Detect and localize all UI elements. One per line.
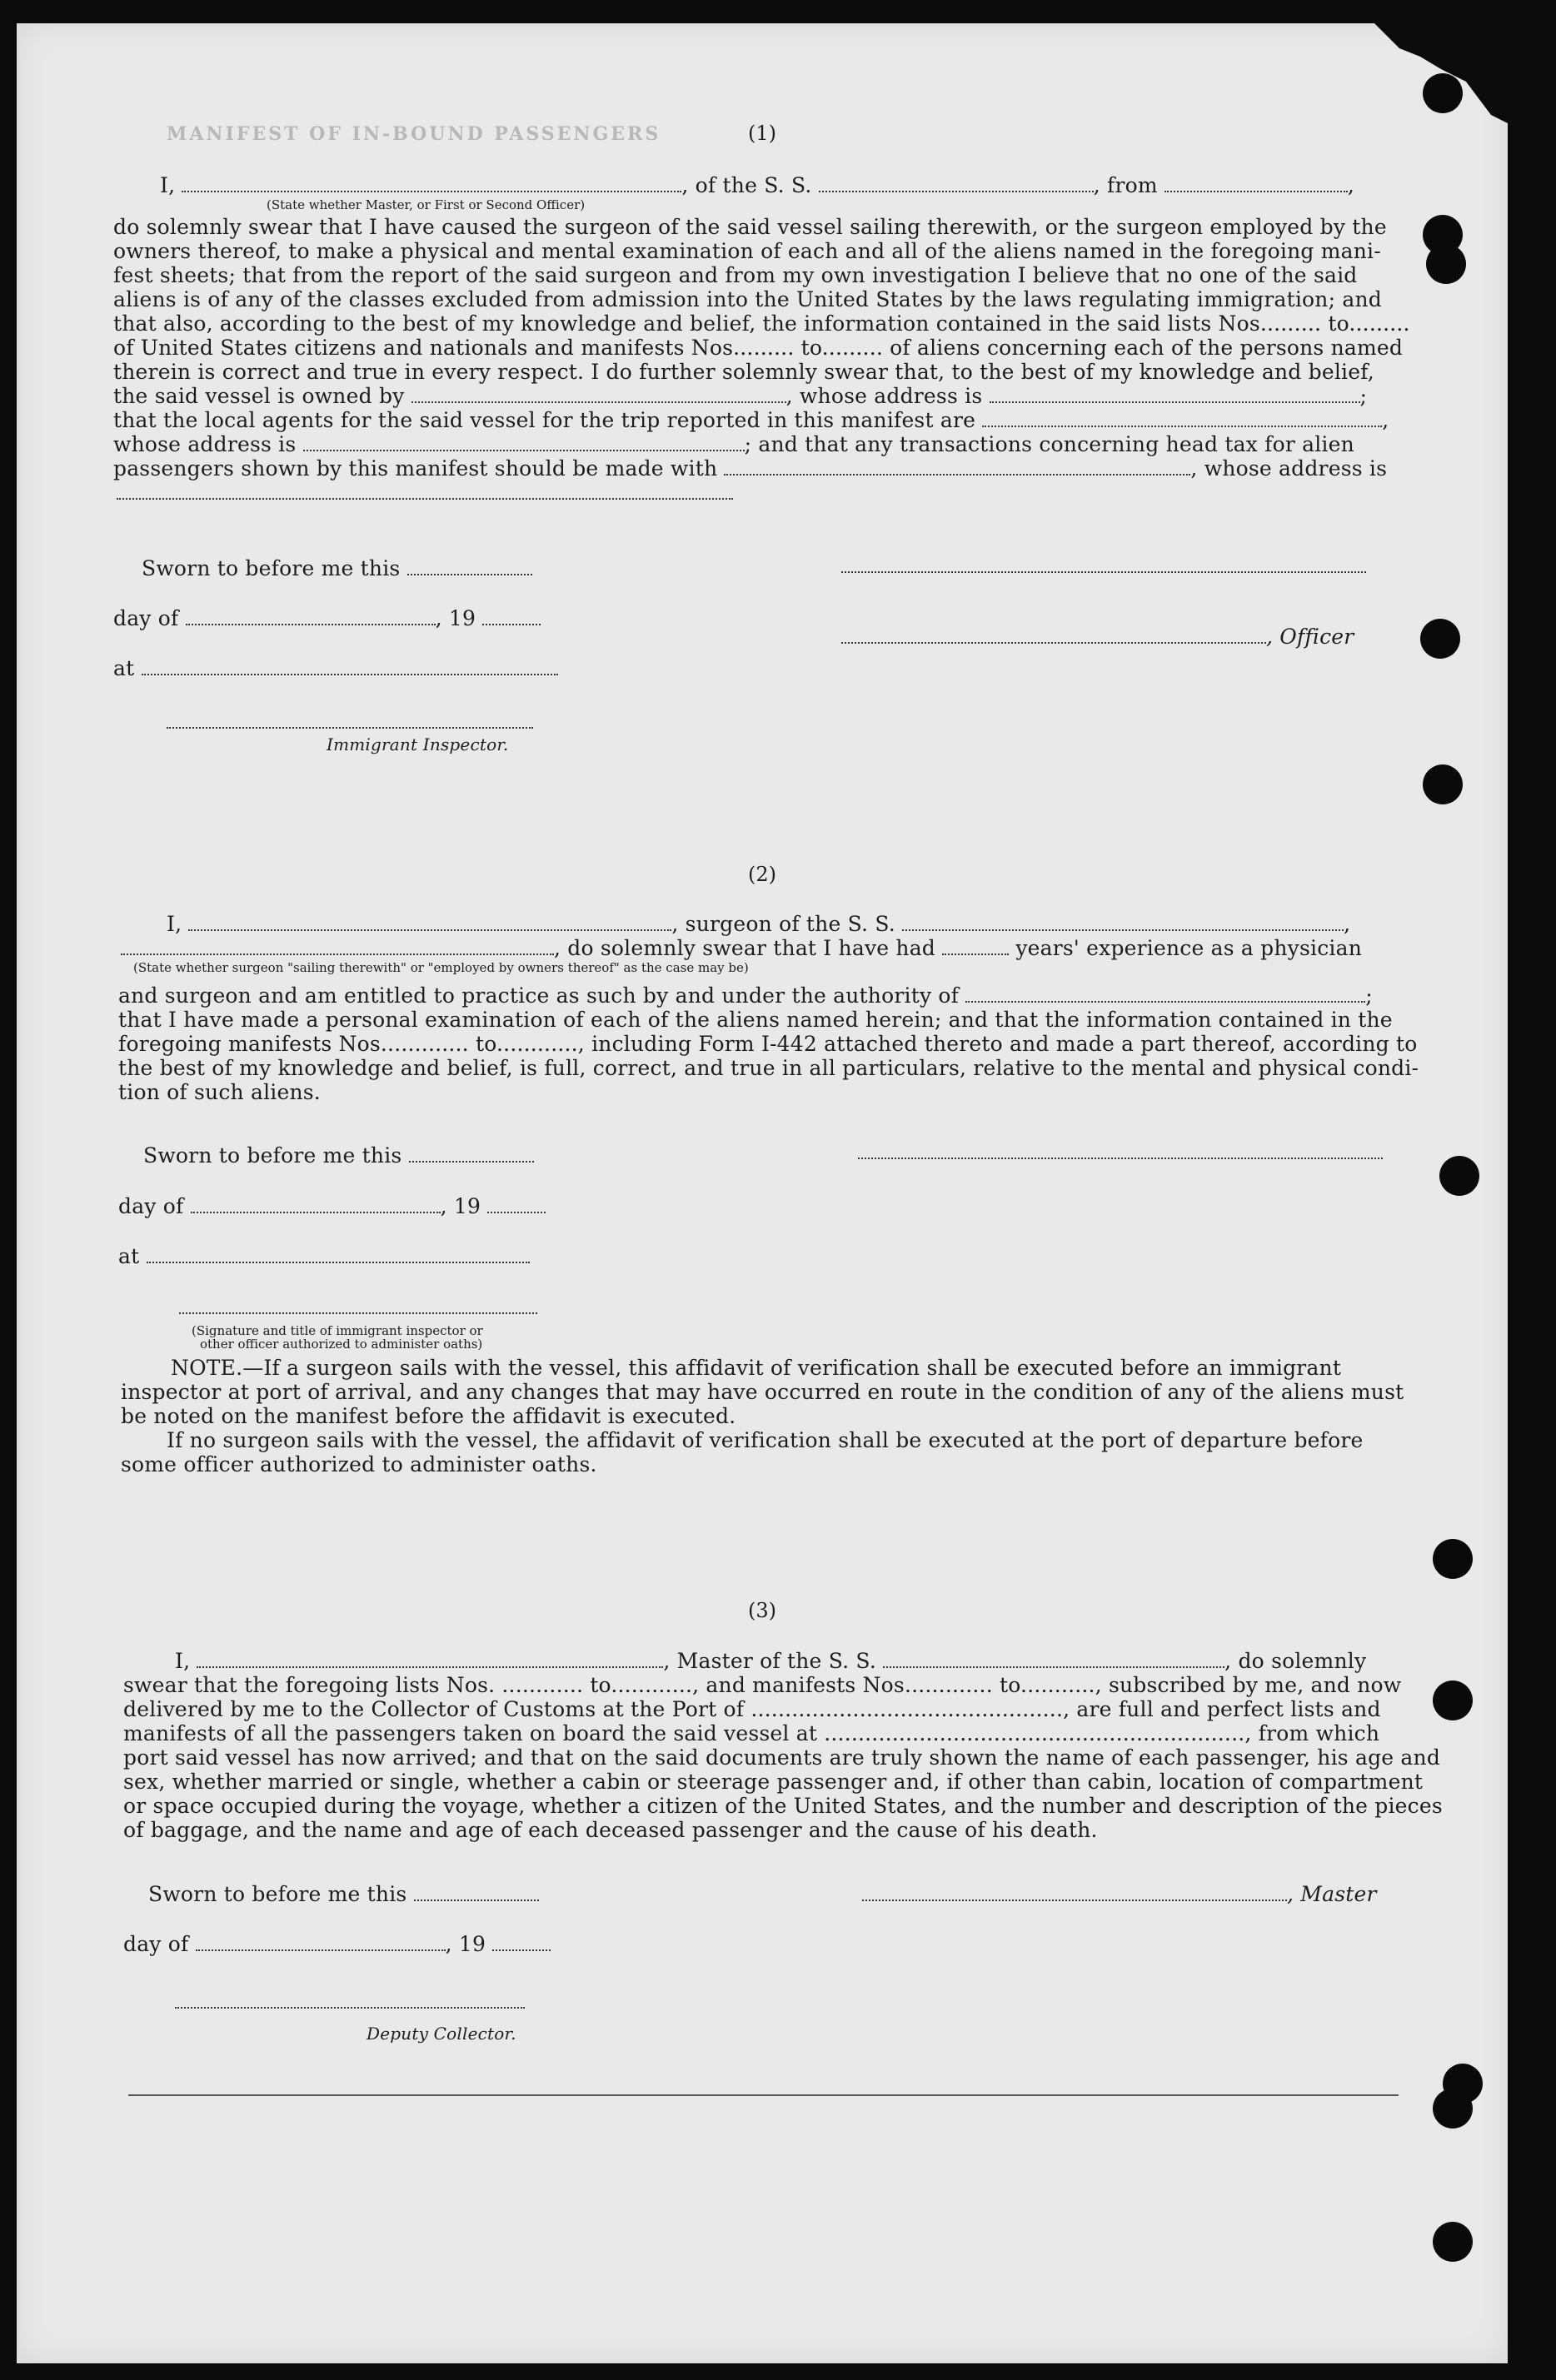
surgeon-line: I, , surgeon of the S. S. , bbox=[167, 912, 1351, 936]
inspector-signature bbox=[179, 1312, 537, 1314]
punch-hole bbox=[1433, 1680, 1473, 1720]
body-line: owners thereof, to make a physical and mental examination of each and all of the aliens named in the foregoing mani- bbox=[113, 239, 1381, 263]
signature-field bbox=[858, 1158, 1383, 1159]
note-line: If no surgeon sails with the vessel, the affidavit of verification shall be executed at the port of departure before bbox=[167, 1428, 1364, 1452]
section-number: (3) bbox=[748, 1599, 776, 1622]
note-line: inspector at port of arrival, and any changes that may have occurred en route in the condition of any of the aliens must bbox=[121, 1380, 1404, 1404]
body-line: do solemnly swear that I have caused the surgeon of the said vessel sailing therewith, or the surgeon employed by the bbox=[113, 215, 1387, 239]
punch-hole bbox=[1433, 2222, 1473, 2262]
signature-field bbox=[841, 571, 1366, 573]
day-line: day of , 19 bbox=[123, 1932, 551, 1956]
agents-line: that the local agents for the said vessel for the trip reported in this manifest are , bbox=[113, 408, 1389, 432]
punch-hole bbox=[1423, 73, 1463, 113]
torn-corner bbox=[1341, 23, 1508, 123]
body-line: that I have made a personal examination of each of the aliens named herein; and that the information contained in the bbox=[118, 1008, 1393, 1032]
punch-hole bbox=[1439, 1156, 1479, 1196]
body-line: tion of such aliens. bbox=[118, 1080, 321, 1104]
note-line: NOTE.—If a surgeon sails with the vessel, this affidavit of verification shall be executed before an immigrant bbox=[171, 1356, 1342, 1380]
address-field bbox=[117, 498, 733, 500]
punch-hole bbox=[1433, 2089, 1473, 2129]
sworn-line: Sworn to before me this bbox=[143, 1143, 534, 1168]
document-page bbox=[17, 23, 1508, 2363]
note-line: be noted on the manifest before the affidavit is executed. bbox=[121, 1404, 736, 1428]
master-line: I, , Master of the S. S. , do solemnly bbox=[175, 1649, 1367, 1673]
sworn-line: Sworn to before me this bbox=[148, 1882, 539, 1906]
body-line: manifests of all the passengers taken on board the said vessel at .............................................................., from which bbox=[123, 1721, 1380, 1745]
authority-line: and surgeon and am entitled to practice as such by and under the authority of ; bbox=[118, 983, 1373, 1008]
field-caption: (State whether surgeon "sailing therewith" or "employed by owners thereof" as the case may be) bbox=[133, 960, 749, 975]
body-line: aliens is of any of the classes excluded from admission into the United States by the laws regulating immigration; and bbox=[113, 287, 1382, 311]
divider bbox=[128, 2094, 1399, 2096]
inspector-caption: Immigrant Inspector. bbox=[327, 734, 509, 754]
collector-signature bbox=[175, 2007, 525, 2009]
at-line: at bbox=[118, 1244, 530, 1268]
address-line: whose address is ; and that any transactions concerning head tax for alien bbox=[113, 432, 1354, 456]
affiant-line: I, , of the S. S. , from , bbox=[160, 173, 1355, 197]
inspector-signature bbox=[167, 727, 533, 729]
punch-hole bbox=[1433, 1539, 1473, 1579]
body-line: therein is correct and true in every respect. I do further solemnly swear that, to the best of my knowledge and belief, bbox=[113, 360, 1374, 384]
body-line: sex, whether married or single, whether a cabin or steerage passenger and, if other than cabin, location of compartment bbox=[123, 1770, 1424, 1794]
punch-hole bbox=[1420, 619, 1460, 659]
field-caption: (State whether Master, or First or Second Officer) bbox=[267, 197, 586, 212]
officer-line: , Officer bbox=[841, 625, 1354, 649]
body-line: fest sheets; that from the report of the said surgeon and from my own investigation I believe that no one of the said bbox=[113, 263, 1358, 287]
body-line: foregoing manifests Nos............. to............, including Form I-442 attached thereto and made a part thereof, according to bbox=[118, 1032, 1418, 1056]
day-line: day of , 19 bbox=[118, 1194, 546, 1218]
owner-line: the said vessel is owned by , whose address is ; bbox=[113, 384, 1368, 408]
headtax-line: passengers shown by this manifest should be made with , whose address is bbox=[113, 456, 1388, 480]
master-signature-line: , Master bbox=[862, 1882, 1377, 1906]
punch-hole bbox=[1423, 764, 1463, 804]
experience-line: , do solemnly swear that I have had years' experience as a physician bbox=[121, 936, 1362, 960]
body-line: the best of my knowledge and belief, is full, correct, and true in all particulars, relative to the mental and physical condi- bbox=[118, 1056, 1419, 1080]
sworn-line: Sworn to before me this bbox=[142, 556, 532, 580]
day-line: day of , 19 bbox=[113, 606, 541, 630]
note-line: some officer authorized to administer oaths. bbox=[121, 1452, 597, 1476]
field-caption: (Signature and title of immigrant inspector or bbox=[192, 1323, 483, 1338]
at-line: at bbox=[113, 656, 558, 680]
body-line: port said vessel has now arrived; and that on the said documents are truly shown the name of each passenger, his age and bbox=[123, 1745, 1441, 1770]
collector-caption: Deputy Collector. bbox=[367, 2024, 516, 2044]
bleed-through: MANIFEST OF IN-BOUND PASSENGERS bbox=[167, 123, 661, 145]
punch-hole bbox=[1426, 244, 1466, 284]
body-line: delivered by me to the Collector of Customs at the Port of .............................................., are full and perfect lists and bbox=[123, 1697, 1381, 1721]
body-line: or space occupied during the voyage, whether a citizen of the United States, and the number and description of the pieces bbox=[123, 1794, 1443, 1818]
body-line: that also, according to the best of my knowledge and belief, the information contained in the said lists Nos......... to......... bbox=[113, 311, 1410, 336]
body-line: of baggage, and the name and age of each deceased passenger and the cause of his death. bbox=[123, 1818, 1098, 1842]
body-line: swear that the foregoing lists Nos. ............ to............, and manifests Nos............. to..........., subscribed by me, and now bbox=[123, 1673, 1402, 1697]
field-caption: other officer authorized to administer oaths) bbox=[200, 1337, 483, 1352]
section-number: (2) bbox=[748, 863, 776, 886]
section-number: (1) bbox=[748, 122, 776, 145]
body-line: of United States citizens and nationals and manifests Nos......... to......... of aliens concerning each of the persons named bbox=[113, 336, 1404, 360]
